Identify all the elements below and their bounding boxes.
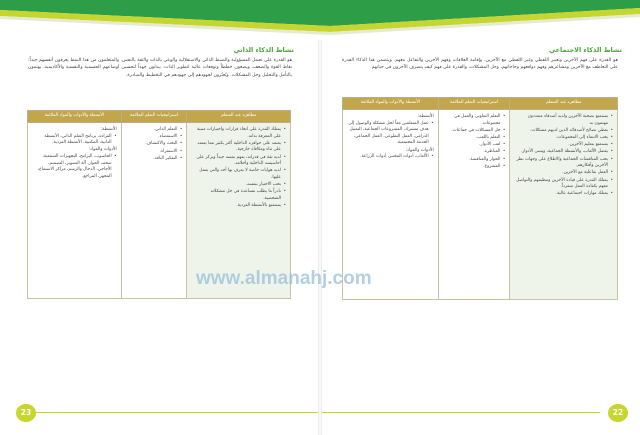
list-item: • الاستقراء. [126,149,183,156]
list-item: • التفكير الناقد. [126,156,183,163]
right-intelligence-table [342,97,618,300]
list-item: • التعلم الذاتي. [126,127,183,134]
list-item: • لديه هوايات خاصة لا يعرف بها أحد والتي يعمل عليها. [191,168,286,181]
left-header-activities: الأنشطة والأدوات والمواد الملائمة [28,111,122,123]
list-item: • يمتلك مهارات اجتماعية عالية. [514,191,613,198]
list-item: • يحب المناقشات الجماعية والاطلاع على وجهات نظر الآخرين وأفكارهم. [514,157,613,170]
list-item: • لديه ثقة في قدراته، يفهم نفسه جيداً ويركز على أحاسيسه الداخلية وأحلامه. [191,155,286,168]
list-item: • يستمتع بتعليم الآخرين. [514,142,613,149]
right-page-number: 22 [608,404,628,422]
tools-heading: الأدوات والمواد: [88,147,117,153]
right-page [322,0,640,435]
list-item: • التعلم باللعب. [443,135,506,142]
list-item: • الألعاب، أدوات المختبر، أدوات الزراعة. [347,154,434,161]
list-item: • الحاسوب، البرامج، التجهيزات السمعية، صحف الحوار، آلة التصوير، التصميم، الأحاجي، الدخال والرسم، مراكز الاستماع، المجهر، المراجع. [32,154,117,180]
right-header-activities: الأنشطة والأدوات والمواد الملائمة [343,98,439,110]
left-bottom-rule [34,412,318,413]
left-header-indicators: مظاهره عند المتعلم [187,111,291,123]
right-header-indicators: مظاهره عند المتعلم [510,98,618,110]
right-bottom-rule [322,412,600,413]
list-item: • يعتمد على حوافزه الداخلية أكثر بكثير مما يعتمد على ثناء ومكافأة خارجية. [191,141,286,154]
list-item: • عمل المتعلمين معاً لحل مشكلة والوصول إلى هدف مشترك، المشروعات الجماعية، التمثيل الدرامي، العمل التطوعي، العمل الجماعي، الخدمة المجتمعية. [347,121,434,147]
list-item: • القراءة، برنامج التعلم الذاتي، الأنشطة الذاتية، المكتبية، الأنشطة الفردية. [32,134,117,147]
right-intro-paragraph: هو القدرة على فهم الآخرين وتعبير اللفظي وغير اللفظي مع الآخرين، وإقامة العلاقات وفهم الآخرين والتفاعل معهم. ويتضمن هذا الذكاء القدرة على التعاطف مع الآخرين ومشاعرهم وفهم دوافعهم وحاجاتهم، وحل المشكلات، والقدرة على فهم كيف يتصرف الآخرون في حياتهم. [342,58,618,71]
watermark-text: www.almanahj.com [196,268,372,289]
activities-heading: الأنشطة: [100,127,117,132]
list-item: • التعلم التعاوني والعمل في مجموعات. [443,114,506,127]
list-item: • حل المشكلات في جماعات. [443,128,506,135]
left-activities-cell [28,123,122,299]
list-item: • يستمتع بالأنشطة الفردية. [191,203,286,210]
left-strategies-cell [121,123,187,299]
list-item: • المشروع. [443,164,506,171]
list-item: • يحب الاختيار بنفسه. [191,182,286,189]
activities-heading: الأنشطة: [417,114,434,119]
right-header-strategies: استراتيجيات التعلم الملائمة [438,98,510,110]
list-item: • يعطي نصائح لأصدقائه الذين لديهم مشكلات. [514,128,613,135]
list-item: • لعب الأدوار. [443,142,506,149]
list-item: • يستمتع بصحبة الآخرين ولديه أصدقاء متعددون مهتمون به. [514,114,613,127]
list-item: • العمل بفاعلية مع الآخرين. [514,170,613,177]
list-item: • الاستقصاء. [126,134,183,141]
list-item: • البحث والاكتشاف. [126,141,183,148]
list-item: • المناظرة. [443,149,506,156]
right-indicators-cell [510,110,618,300]
list-item: • يمتلك القدرة على اتخاذ قرارات واختيارات مبنية على المعرفة بذاته. [191,127,286,140]
left-intro-paragraph: هو القدرة على تحمل المسؤولية والضبط الذاتي والاستقلالية والوعي بالذات والثقة بالنفس. والمتعلمون من هذا النمط يعرفون أنفسهم جيداً: نقاط القوة والضعف، ويضعون خططاً وتوقعات عالية لتطوير الذات. يبذلون جهداً لتحسين أوضاعهم الجسمية والنفسية والأكاديمية، يهتمون بالتأمل والتحليل وحل المشكلات. ويُعبّرون لجهودهم إلى جهودهم في التخطيط والمبادرة. [28,58,292,78]
list-item: • يفضل الألعاب، والأنشطة الجماعية، ويتبنى الأدوار. [514,149,613,156]
left-header-strategies: استراتيجيات التعلم الملائمة [121,111,187,123]
tools-heading: الأدوات والمواد: [405,147,434,153]
left-page [0,0,318,435]
left-page-number: 23 [16,404,36,422]
left-section-title: نشاط الذكاء الذاتي [233,46,294,54]
right-section-title: نشاط الذكاء الاجتماعي [549,46,622,54]
list-item: • يحب الانتماء إلى المجموعات. [514,135,613,142]
list-item: • الحوار والمناقشة. [443,157,506,164]
list-item: • نادراً ما يطلب مساعدة في حل مشكلاته الشخصية. [191,189,286,202]
list-item: • يمتلك القدرة على قيادة الآخرين وتنظيمهم والتواصل معهم بكفاءة العمل منفرداً. [514,178,613,191]
right-strategies-cell [438,110,510,300]
